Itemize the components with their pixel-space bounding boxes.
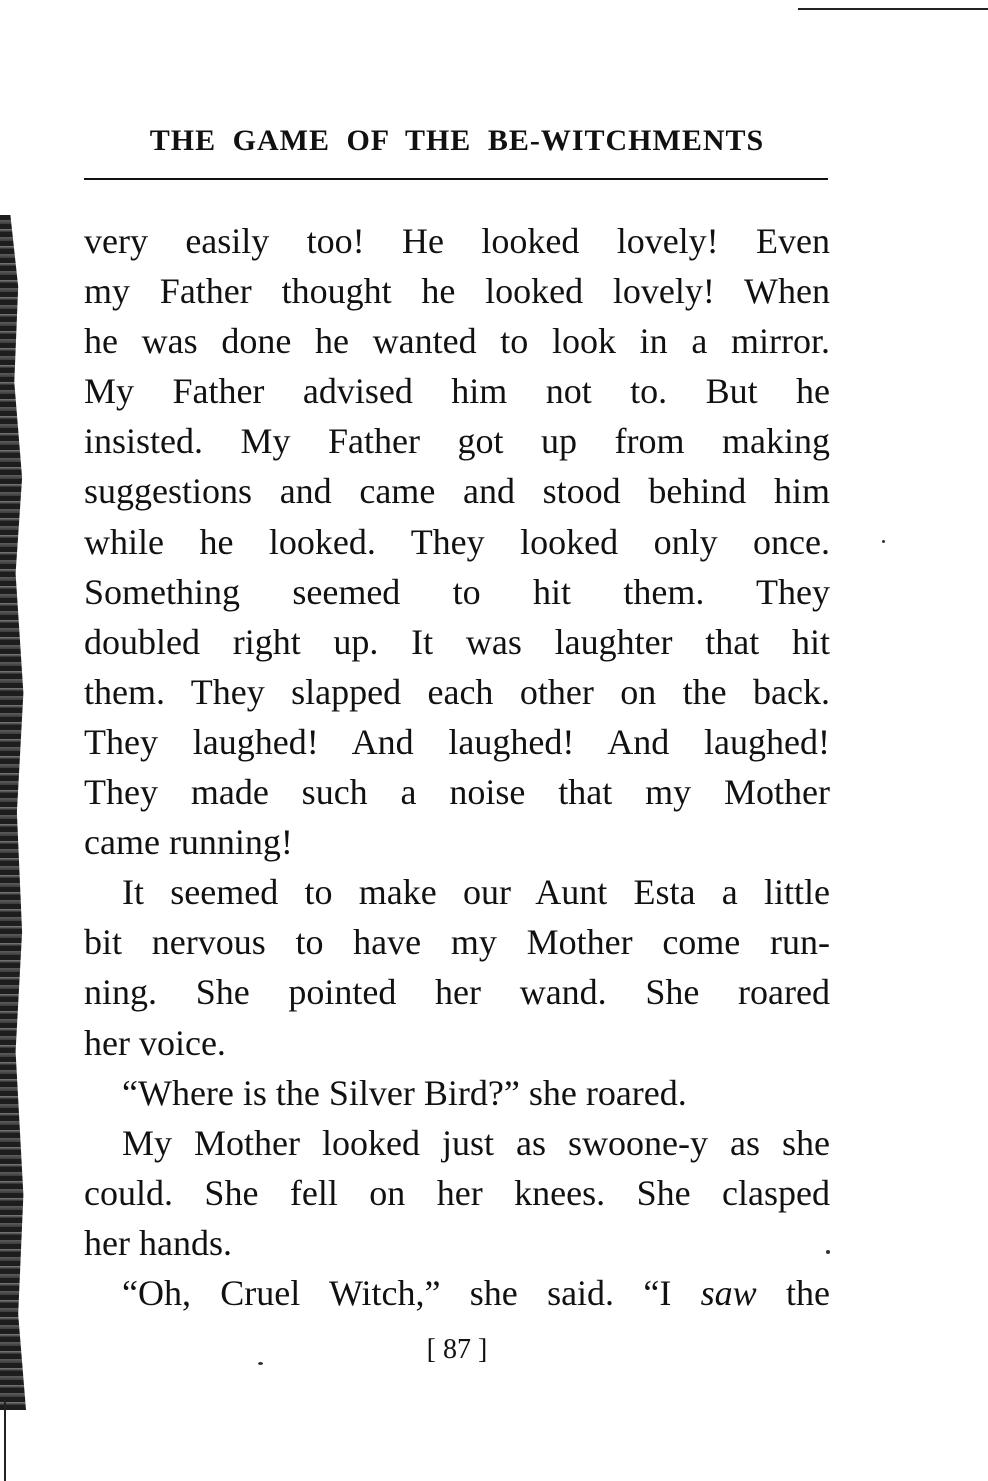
text-run: “Oh, Cruel Witch,” she said. “I — [122, 1272, 701, 1313]
print-speck — [258, 1362, 263, 1365]
text-line: her hands. — [84, 1222, 232, 1263]
text-line: my Father thought he looked lovely! When — [84, 271, 830, 312]
text-line: while he looked. They looked only once. — [84, 521, 830, 562]
left-edge-line — [4, 1400, 6, 1481]
text-line: ning. She pointed her wand. She roared — [84, 972, 830, 1013]
print-speck — [826, 1250, 830, 1254]
text-line: They laughed! And laughed! And laughed! — [84, 721, 830, 762]
text-line: suggestions and came and stood behind him — [84, 471, 830, 512]
text-line: could. She fell on her knees. She clasped — [84, 1172, 830, 1213]
running-head-rule — [84, 178, 828, 180]
text-line: They made such a noise that my Mother — [84, 772, 830, 813]
text-line: My Mother looked just as swoone-y as she — [122, 1122, 830, 1163]
text-line: he was done he wanted to look in a mirror. — [84, 321, 830, 362]
text-line: insisted. My Father got up from making — [84, 421, 830, 462]
text-line: came running! — [84, 822, 293, 863]
text-line: doubled right up. It was laughter that hit — [84, 621, 830, 662]
binding-shadow — [0, 215, 26, 1410]
text-line: her voice. — [84, 1022, 226, 1063]
text-line: Something seemed to hit them. They — [84, 571, 830, 612]
top-edge-rule — [798, 8, 988, 10]
running-head: THE GAME OF THE BE-WITCHMENTS — [149, 124, 765, 157]
text-line: bit nervous to have my Mother come run- — [84, 922, 830, 963]
text-line: very easily too! He looked lovely! Even — [84, 221, 830, 261]
text-line: “Where is the Silver Bird?” she roared. — [122, 1072, 687, 1113]
text-run: the — [756, 1272, 831, 1313]
page-number: [ 87 ] — [426, 1334, 488, 1365]
body-text — [84, 216, 830, 1318]
text-line: It seemed to make our Aunt Esta a little — [122, 872, 830, 913]
text-line: My Father advised him not to. But he — [84, 371, 830, 412]
italic-word: saw — [700, 1272, 757, 1313]
print-speck — [882, 540, 885, 543]
text-line-last — [84, 1268, 830, 1318]
text-line: them. They slapped each other on the back. — [84, 671, 830, 712]
